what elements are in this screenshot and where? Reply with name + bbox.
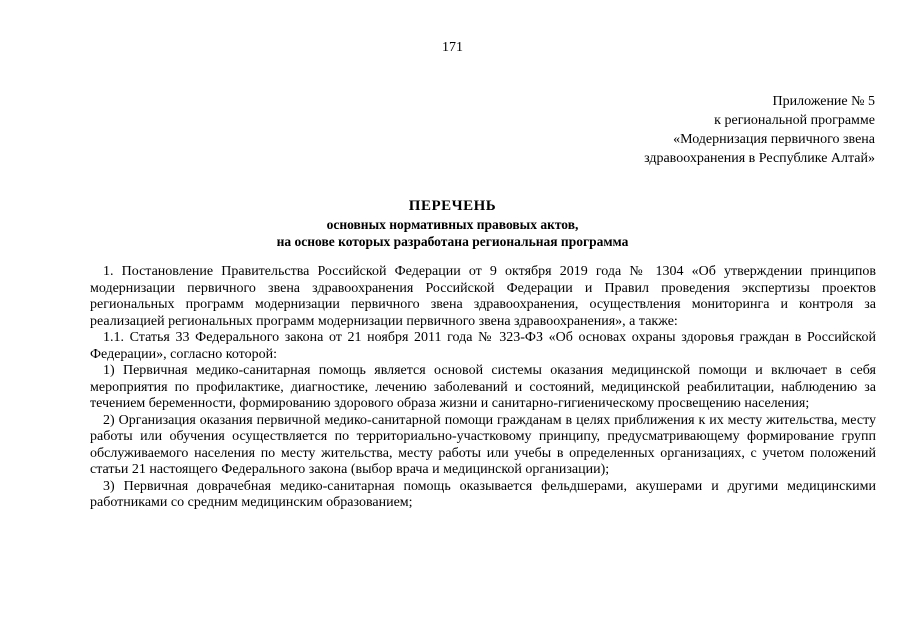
paragraph: 1.1. Статья 33 Федерального закона от 21 ноября 2011 года № 323-ФЗ «Об основах охраны здоровья граждан в Российской Федерации», согласно которой: xyxy=(90,330,876,362)
appendix-header xyxy=(644,92,875,168)
paragraph: 2) Организация оказания первичной медико-санитарной помощи гражданам в целях приближения к их месту жительства, месту работы или обучения осуществляется по территориально-участковому принципу, предусматривающему формирование групп обслуживаемого населения по месту жительства, месту работы или учебы в определенных организациях, с учетом положений статьи 21 настоящего Федерального закона (выбор врача и медицинской организации); xyxy=(90,412,876,477)
appendix-line: Приложение № 5 xyxy=(772,94,875,109)
paragraph: 1. Постановление Правительства Российской Федерации от 9 октября 2019 года № 1304 «Об утверждении принципов модернизации первичного звена здравоохранения Российской Федерации и Правил проведения экспертизы проектов региональных программ модернизации первичного звена здравоохранения, осуществления мониторинга и контроля за реализацией региональных программ модернизации первичного звена здравоохранения», а также: xyxy=(90,264,876,329)
appendix-line: здравоохранения в Республике Алтай» xyxy=(644,151,875,166)
document-subtitle-line: основных нормативных правовых актов, xyxy=(326,217,579,232)
paragraph: 1) Первичная медико-санитарная помощь является основой системы оказания медицинской помощи и включает в себя мероприятия по профилактике, диагностике, лечению заболеваний и состояний, медицинской реабилитации, наблюдению за течением беременности, формированию здорового образа жизни и санитарно-гигиеническому просвещению населения; xyxy=(90,363,876,411)
title-block xyxy=(0,197,905,250)
paragraph: 3) Первичная доврачебная медико-санитарная помощь оказывается фельдшерами, акушерами и другими медицинскими работниками со средним медицинским образованием; xyxy=(90,478,876,510)
appendix-line: к региональной программе xyxy=(714,113,875,128)
document-body xyxy=(90,264,876,512)
appendix-line: «Модернизация первичного звена xyxy=(673,132,875,147)
document-title: ПЕРЕЧЕНЬ xyxy=(408,198,497,214)
page-number: 171 xyxy=(442,40,463,55)
document-subtitle-line: на основе которых разработана региональная программа xyxy=(276,234,629,249)
